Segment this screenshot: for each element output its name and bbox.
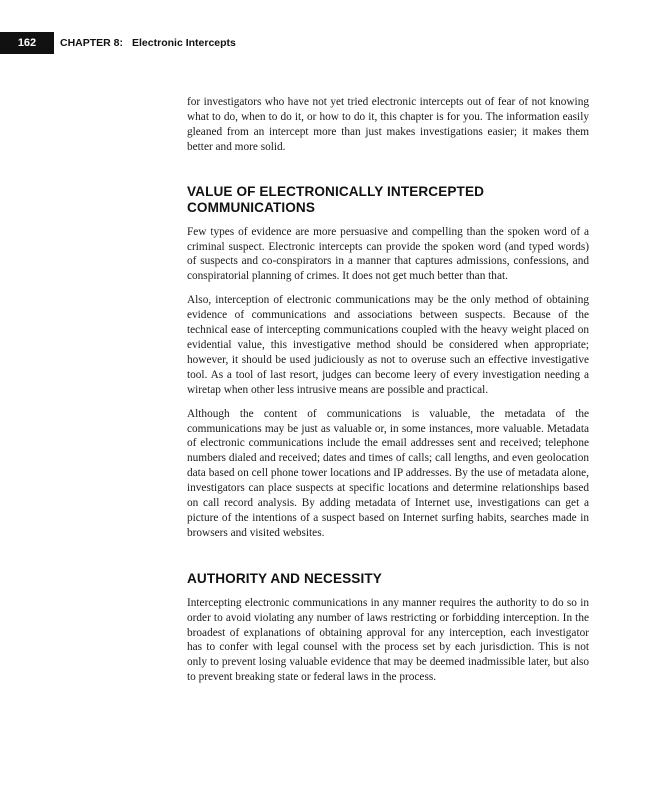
page-body bbox=[187, 95, 589, 694]
running-header bbox=[0, 32, 236, 54]
section-heading-authority: AUTHORITY AND NECESSITY bbox=[187, 570, 382, 586]
intro-paragraph: for investigators who have not yet tried electronic intercepts out of fear of not knowing what to do, when to do it, or how to do it, this chapter is for you. The information easily gleaned from an intercept more than just makes investigations easier; it makes them better and more solid. bbox=[187, 96, 589, 153]
running-head-text bbox=[60, 37, 236, 49]
section-heading-value-line2: COMMUNICATIONS bbox=[187, 199, 316, 215]
page-number: 162 bbox=[0, 32, 54, 54]
value-paragraph-1: Few types of evidence are more persuasive and compelling than the spoken word of a criminal suspect. Electronic intercepts can provide the spoken word (and typed words) of suspects and co-conspirators in a manner that captures admissions, confessions, and conspiratorial planning of crimes. It does not get much better than that. bbox=[187, 225, 589, 283]
authority-paragraph-1: Intercepting electronic communications in any manner requires the authority to do so in order to avoid violating any number of laws restricting or forbidding interception. In the broadest of explanations of obtaining approval for any interception, each investigator has to confer with legal counsel with the process set by each jurisdiction. This is not only to prevent losing valuable evidence that may be deemed inadmissible later, but also to prevent breaking state or federal laws in the process. bbox=[187, 596, 589, 684]
chapter-label: CHAPTER 8: bbox=[60, 37, 124, 49]
value-paragraph-2: Also, interception of electronic communications may be the only method of obtaining evidence of communications and associations between suspects. Because of the technical ease of intercepting communications coupled with the heavy weight placed on evidential value, this investigative method should be considered when appropriate; however, it should be used judiciously as not to overuse such an effective investigative tool. As a tool of last resort, judges can become leery of every investigation needing a wiretap when other less intrusive means are possible and practical. bbox=[187, 294, 589, 396]
section-heading-value bbox=[187, 184, 589, 216]
chapter-title: Electronic Intercepts bbox=[132, 37, 236, 49]
value-paragraph-3: Although the content of communications is valuable, the metadata of the communications may be just as valuable or, in some instances, more valuable. Metadata of electronic communications include the email addresses sent and received; telephone numbers dialed and received; dates and times of calls; call lengths, and even geolocation data based on cell phone tower locations and IP addresses. By the use of metadata alone, investigators can place suspects at specific locations and determine relationships based on call record analysis. By adding metadata of Internet use, investigations can get a picture of the intentions of a suspect based on Internet surfing habits, searches made in browsers and visited websites. bbox=[187, 407, 589, 539]
section-heading-value-line1: VALUE OF ELECTRONICALLY INTERCEPTED bbox=[187, 183, 485, 199]
